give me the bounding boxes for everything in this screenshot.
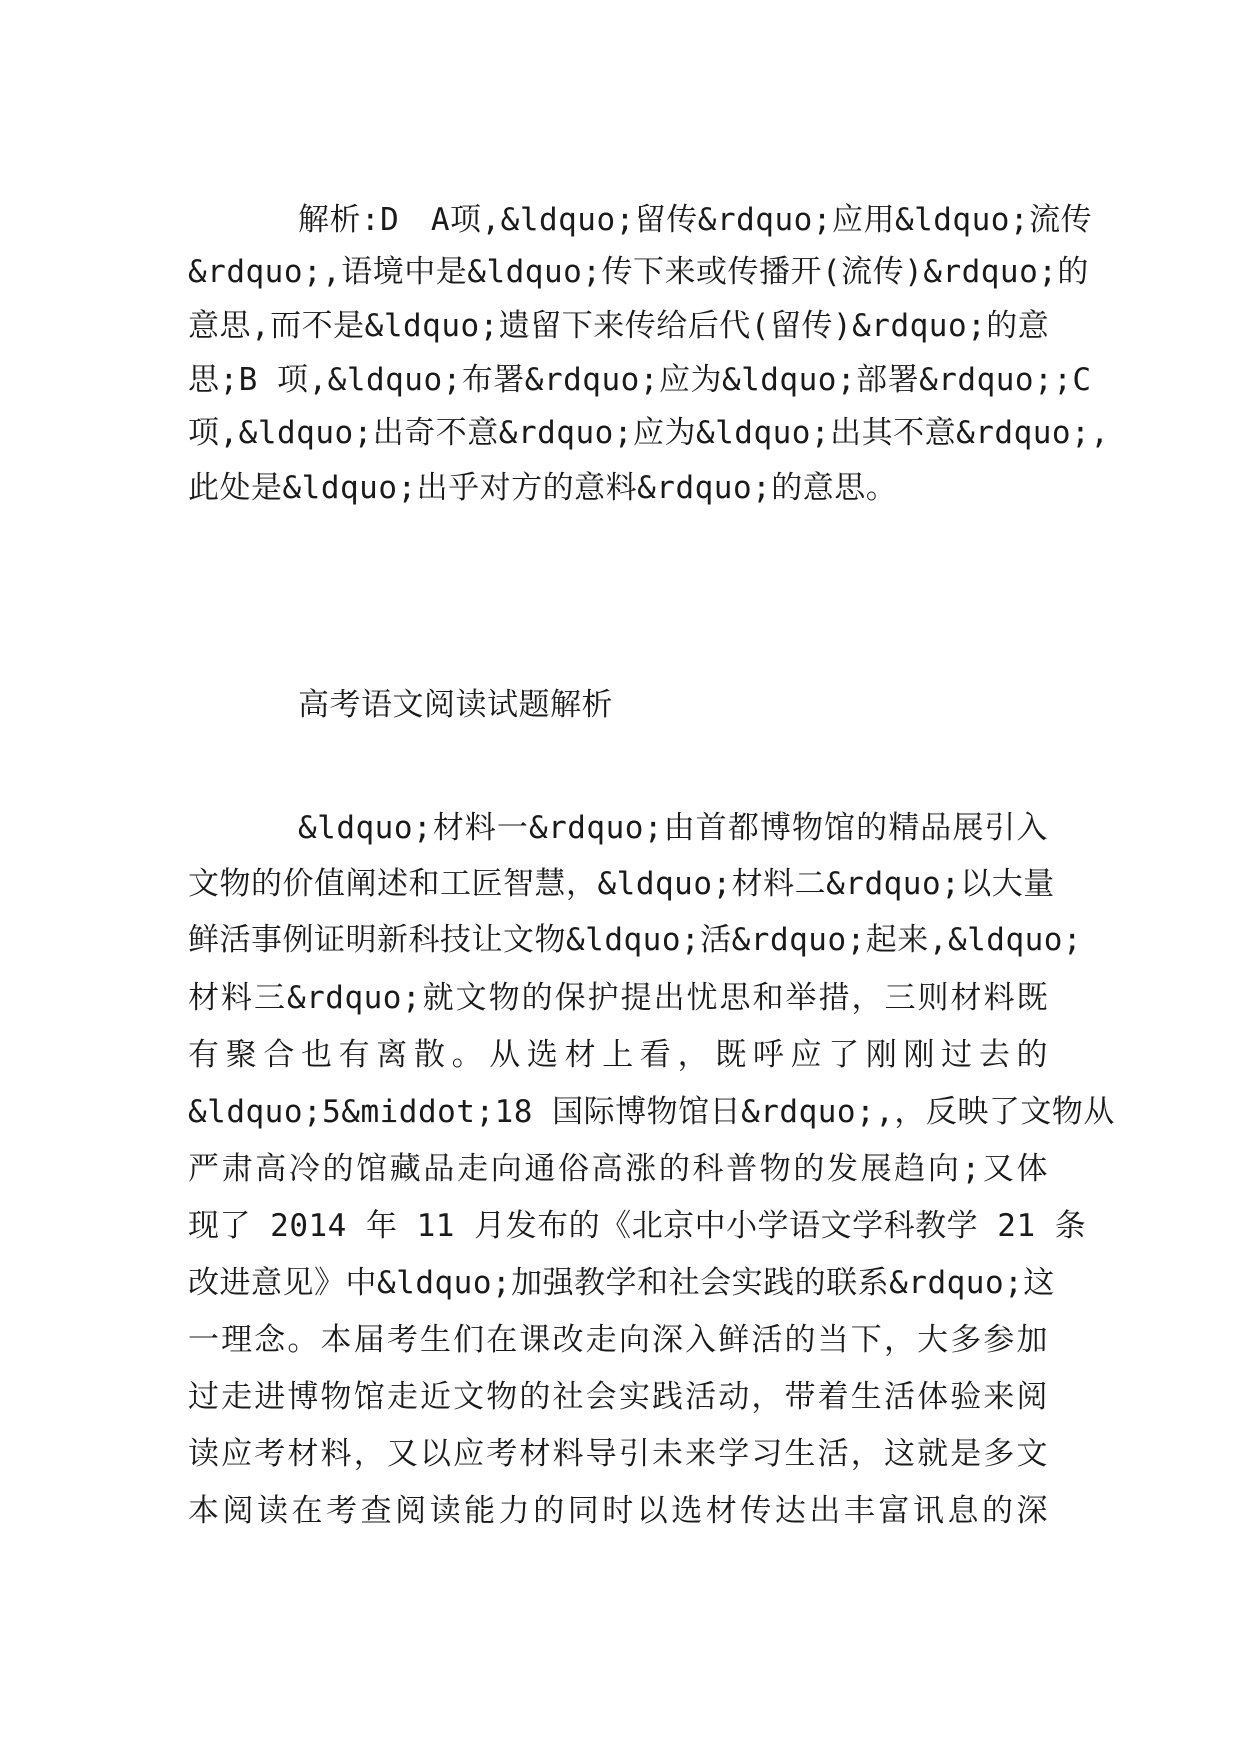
analysis-line: 项,&ldquo;出奇不意&rdquo;应为&ldquo;出其不意&rdquo;,: [188, 415, 1110, 451]
analysis-line: 意思,而不是&ldquo;遗留下来传给后代(留传)&rdquo;的意: [188, 308, 1050, 344]
body-line: 鲜活事例证明新科技让文物&ldquo;活&rdquo;起来,&ldquo;: [188, 922, 1083, 958]
analysis-line: 思;B 项,&ldquo;布署&rdquo;应为&ldquo;部署&rdquo;;C: [188, 362, 1092, 398]
analysis-line: &rdquo;,语境中是&ldquo;传下来或传播开(流传)&rdquo;的: [188, 254, 1089, 290]
body-line: 读应考材料，又以应考材料导引未来学习生活，这就是多文: [188, 1436, 1048, 1472]
body-line: 本阅读在考查阅读能力的同时以选材传达出丰富讯息的深: [188, 1493, 1048, 1529]
body-line: 有聚合也有离散。从选材上看，既呼应了刚刚过去的: [188, 1037, 1048, 1073]
body-line: 过走进博物馆走近文物的社会实践活动，带着生活体验来阅: [188, 1379, 1048, 1415]
body-line: 材料三&rdquo;就文物的保护提出忧思和举措，三则材料既: [188, 980, 1048, 1016]
body-line: &ldquo;材料一&rdquo;由首都博物馆的精品展引入: [298, 810, 1048, 846]
body-line: 现了 2014 年 11 月发布的《北京中小学语文学科教学 21 条: [188, 1208, 1087, 1244]
body-line: 严肃高冷的馆藏品走向通俗高涨的科普物的发展趋向;又体: [188, 1151, 1048, 1187]
body-line: 一理念。本届考生们在课改走向深入鲜活的当下，大多参加: [188, 1322, 1048, 1358]
body-line: &ldquo;5&middot;18 国际博物馆日&rdquo;,，反映了文物从: [188, 1094, 1115, 1130]
analysis-line: 解析:D A项,&ldquo;留传&rdquo;应用&ldquo;流传: [298, 202, 1093, 238]
body-line: 改进意见》中&ldquo;加强教学和社会实践的联系&rdquo;这: [188, 1265, 1055, 1301]
body-line: 文物的价值阐述和工匠智慧，&ldquo;材料二&rdquo;以大量: [188, 866, 1055, 902]
section-title: 高考语文阅读试题解析: [298, 687, 613, 723]
analysis-line: 此处是&ldquo;出乎对方的意料&rdquo;的意思。: [188, 470, 898, 506]
